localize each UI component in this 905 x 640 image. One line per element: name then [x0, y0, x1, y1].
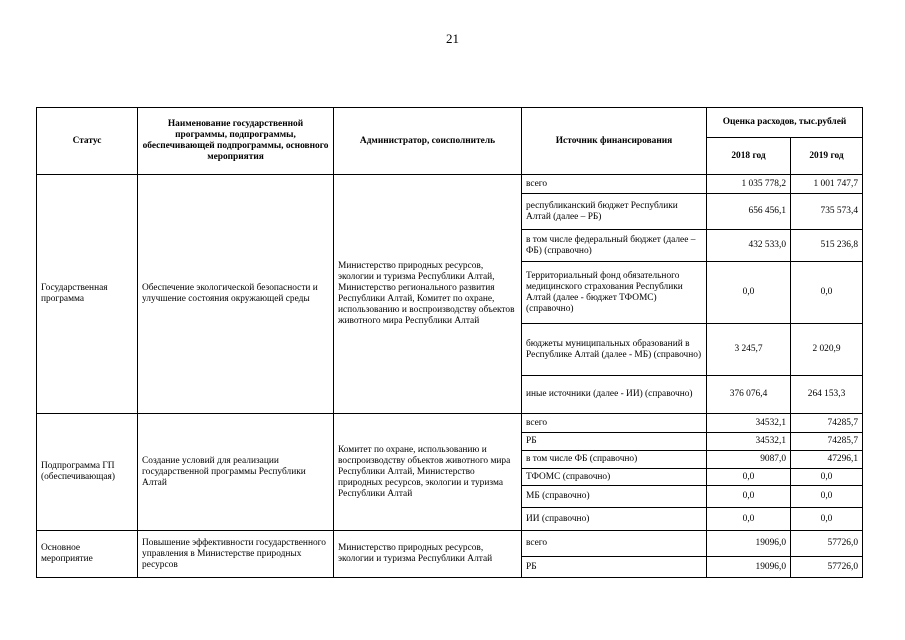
value-2018-cell: 0,0 — [707, 486, 791, 508]
page-number: 21 — [446, 31, 459, 46]
value-2018-cell: 376 076,4 — [707, 376, 791, 414]
value-2018-cell: 19096,0 — [707, 531, 791, 557]
value-2019-cell: 0,0 — [791, 469, 863, 486]
program-name-cell: Повышение эффективности государственного управления в Министерстве природных ресурсов — [138, 531, 334, 578]
admin-cell: Министерство природных ресурсов, экологии и туризма Республики Алтай — [334, 531, 522, 578]
source-cell: МБ (справочно) — [522, 486, 707, 508]
value-2018-cell: 0,0 — [707, 262, 791, 324]
value-2018-cell: 19096,0 — [707, 557, 791, 578]
value-2019-cell: 0,0 — [791, 262, 863, 324]
value-2018-cell: 0,0 — [707, 469, 791, 486]
table-row — [37, 414, 863, 433]
header-admin: Администратор, соисполнитель — [334, 108, 522, 175]
value-2018-cell: 0,0 — [707, 508, 791, 531]
value-2019-cell: 74285,7 — [791, 433, 863, 451]
header-name: Наименование государственной программы, подпрограммы, обеспечивающей подпрограммы, основного мероприятия — [138, 108, 334, 175]
source-cell: ТФОМС (справочно) — [522, 469, 707, 486]
header-source: Источник финансирования — [522, 108, 707, 175]
value-2019-cell: 0,0 — [791, 486, 863, 508]
value-2018-cell: 34532,1 — [707, 414, 791, 433]
source-cell: в том числе федеральный бюджет (далее – ФБ) (справочно) — [522, 230, 707, 262]
value-2019-cell: 57726,0 — [791, 557, 863, 578]
header-status: Статус — [37, 108, 138, 175]
source-cell: РБ — [522, 433, 707, 451]
value-2018-cell: 34532,1 — [707, 433, 791, 451]
table-row — [37, 175, 863, 194]
source-cell: в том числе ФБ (справочно) — [522, 451, 707, 469]
value-2019-cell: 1 001 747,7 — [791, 175, 863, 194]
value-2018-cell: 9087,0 — [707, 451, 791, 469]
value-2018-cell: 432 533,0 — [707, 230, 791, 262]
value-2019-cell: 264 153,3 — [791, 376, 863, 414]
source-cell: всего — [522, 175, 707, 194]
status-cell: Подпрограмма ГП (обеспечивающая) — [37, 414, 138, 531]
value-2019-cell: 735 573,4 — [791, 194, 863, 230]
source-cell: всего — [522, 414, 707, 433]
source-cell: ИИ (справочно) — [522, 508, 707, 531]
header-estimate: Оценка расходов, тыс.рублей — [707, 108, 863, 138]
value-2018-cell: 1 035 778,2 — [707, 175, 791, 194]
value-2019-cell: 47296,1 — [791, 451, 863, 469]
value-2019-cell: 74285,7 — [791, 414, 863, 433]
source-cell: бюджеты муниципальных образований в Республике Алтай (далее - МБ) (справочно) — [522, 324, 707, 376]
source-cell: всего — [522, 531, 707, 557]
value-2019-cell: 57726,0 — [791, 531, 863, 557]
value-2018-cell: 3 245,7 — [707, 324, 791, 376]
value-2019-cell: 515 236,8 — [791, 230, 863, 262]
program-name-cell: Обеспечение экологической безопасности и улучшение состояния окружающей среды — [138, 175, 334, 414]
admin-cell: Комитет по охране, использованию и воспроизводству объектов животного мира Республики Алтай, Министерство природных ресурсов, экологии и туризма Республики Алтай — [334, 414, 522, 531]
source-cell: иные источники (далее - ИИ) (справочно) — [522, 376, 707, 414]
status-cell: Государственная программа — [37, 175, 138, 414]
source-cell: Территориальный фонд обязательного медицинского страхования Республики Алтай (далее - бюджет ТФОМС) (справочно) — [522, 262, 707, 324]
value-2018-cell: 656 456,1 — [707, 194, 791, 230]
table-row — [37, 531, 863, 557]
status-cell: Основное мероприятие — [37, 531, 138, 578]
budget-table — [36, 107, 863, 578]
header-year-2019: 2019 год — [791, 138, 863, 175]
admin-cell: Министерство природных ресурсов, экологии и туризма Республики Алтай, Министерство регионального развития Республики Алтай, Комитет по охране, использованию и воспроизводству объектов животного мира Республики Алтай — [334, 175, 522, 414]
value-2019-cell: 2 020,9 — [791, 324, 863, 376]
source-cell: РБ — [522, 557, 707, 578]
header-year-2018: 2018 год — [707, 138, 791, 175]
program-name-cell: Создание условий для реализации государственной программы Республики Алтай — [138, 414, 334, 531]
value-2019-cell: 0,0 — [791, 508, 863, 531]
source-cell: республиканский бюджет Республики Алтай (далее – РБ) — [522, 194, 707, 230]
